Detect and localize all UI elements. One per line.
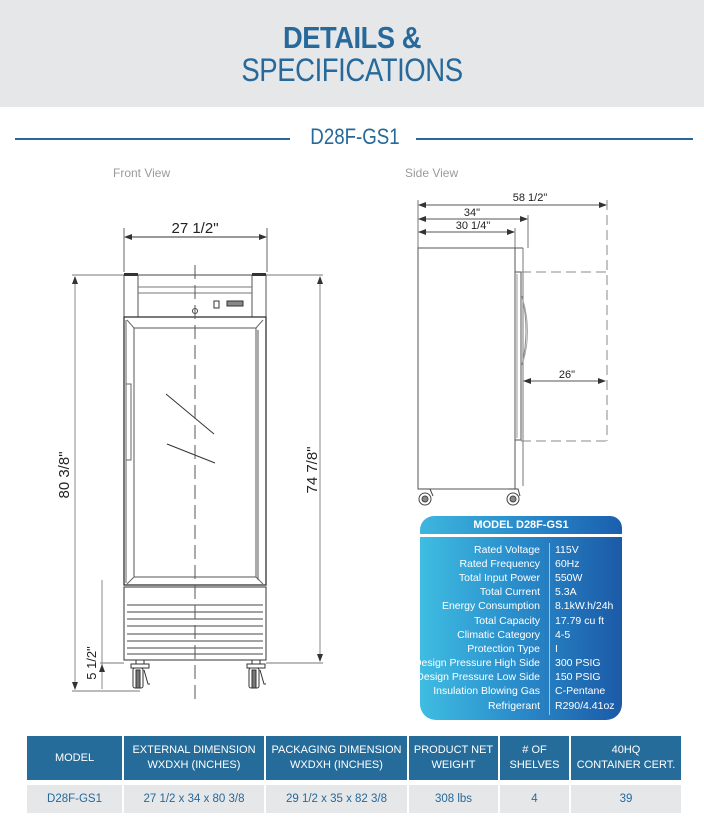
header-external-dimension: EXTERNAL DIMENSION WXDXH (INCHES)	[124, 736, 264, 780]
header-packaging-dimension: PACKAGING DIMENSION WXDXH (INCHES)	[266, 736, 407, 780]
cell-model: D28F-GS1	[27, 785, 122, 813]
side-open-depth-dim: 58 1/2"	[512, 192, 548, 204]
spec-row-refrigerant: Refrigerant R290/4.41oz	[488, 700, 615, 712]
spec-row-total-input-power: Total Input Power 550W	[458, 572, 583, 584]
spec-row-rated-frequency: Rated Frequency 60Hz	[459, 558, 580, 570]
model-heading: D28F-GS1	[310, 124, 400, 149]
side-body-depth-dim: 30 1/4"	[455, 220, 491, 232]
front-caster-height-dim: 5 1/2"	[84, 646, 99, 680]
spec-card	[413, 516, 622, 720]
header-container-cert: 40HQ CONTAINER CERT.	[571, 736, 681, 780]
spec-row-insulation-gas: Insulation Blowing Gas C-Pentane	[433, 685, 606, 697]
side-total-depth-dim: 34"	[463, 207, 481, 219]
title-details: DETAILS &	[283, 20, 421, 55]
side-view-label: Side View	[405, 166, 459, 180]
spec-row-design-pressure-low: Design Pressure Low Side 150 PSIG	[416, 671, 601, 683]
header-net-weight: PRODUCT NET WEIGHT	[409, 736, 498, 780]
front-overall-height-dim: 80 3/8"	[56, 451, 73, 499]
spec-row-climatic-category: Climatic Category 4-5	[457, 629, 571, 641]
side-door-swing-dim: 26"	[558, 369, 576, 381]
spec-row-design-pressure-high: Design Pressure High Side 300 PSIG	[413, 657, 601, 669]
front-width-dim: 27 1/2"	[171, 220, 219, 237]
cell-net-weight: 308 lbs	[409, 785, 498, 813]
spec-row-total-capacity: Total Capacity 17.79 cu ft	[474, 615, 605, 627]
header-shelves: # OF SHELVES	[500, 736, 569, 780]
cell-container-cert: 39	[571, 785, 681, 813]
front-view-label: Front View	[113, 166, 171, 180]
spec-row-energy-consumption: Energy Consumption 8.1kW.h/24h	[441, 600, 614, 612]
spec-card-title: MODEL D28F-GS1	[420, 516, 622, 534]
spec-row-protection-type: Protection Type I	[467, 643, 558, 655]
cell-external-dimension: 27 1/2 x 34 x 80 3/8	[124, 785, 264, 813]
header-model: MODEL	[27, 736, 122, 780]
cell-shelves: 4	[500, 785, 569, 813]
front-view-drawing	[72, 228, 323, 700]
spec-row-rated-voltage: Rated Voltage 115V	[474, 544, 579, 556]
cell-packaging-dimension: 29 1/2 x 35 x 82 3/8	[266, 785, 407, 813]
front-body-height-dim: 74 7/8"	[304, 446, 321, 494]
spec-row-total-current: Total Current 5.3A	[479, 586, 577, 598]
spec-card-body	[413, 537, 622, 720]
title-specifications: SPECIFICATIONS	[241, 52, 463, 88]
side-view-drawing	[418, 200, 607, 505]
